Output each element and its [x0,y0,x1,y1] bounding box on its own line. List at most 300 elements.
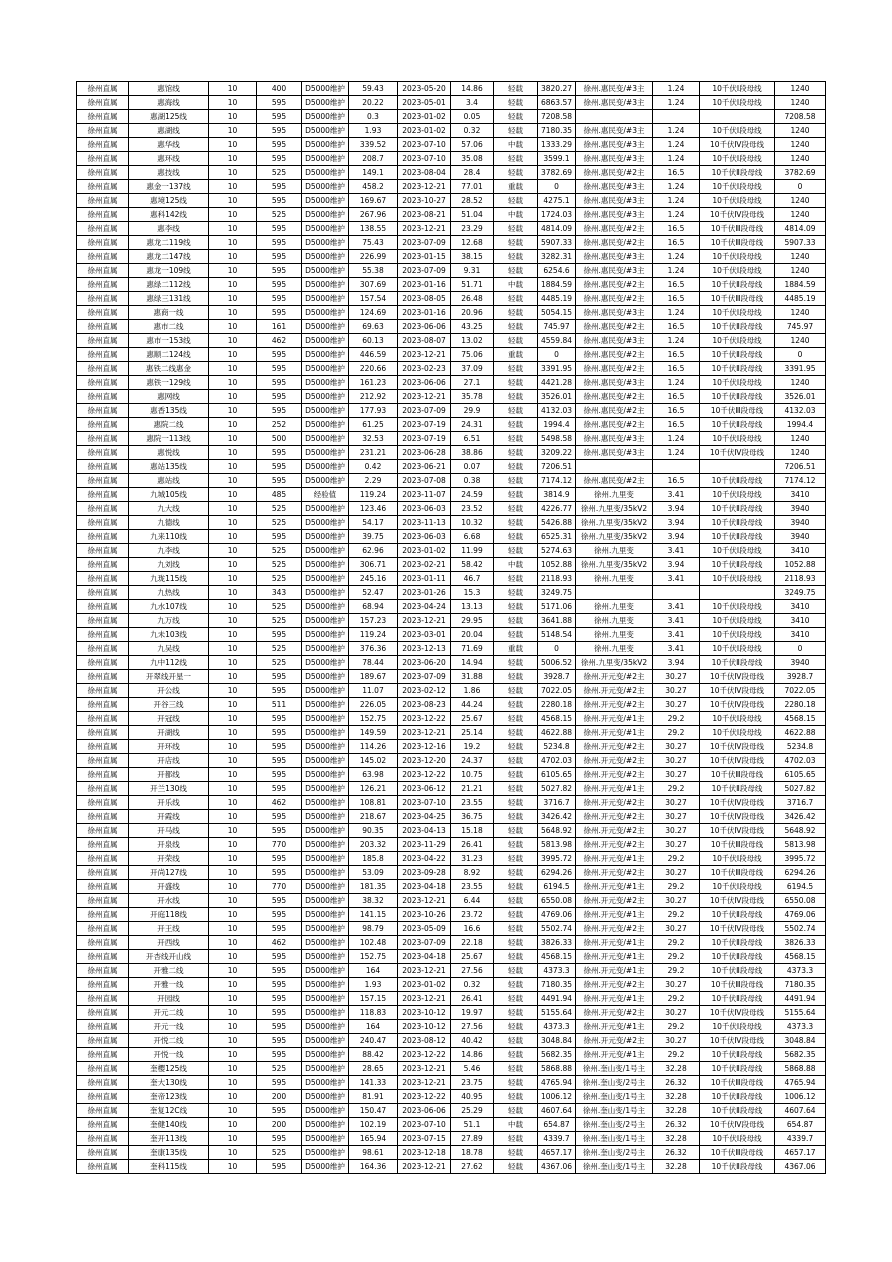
table-row [77,684,826,698]
cell-load-rate: 24.31 [451,418,494,432]
cell-unit: 徐州直属 [77,194,129,208]
cell-voltage: 10 [209,880,257,894]
cell-bus-section: 10千伏Ⅱ段母线 [700,390,775,404]
table-row [77,950,826,964]
cell-line-name: 九大线 [129,502,209,516]
cell-date: 2023-12-21 [398,726,451,740]
cell-capacity: 595 [257,894,302,908]
cell-capacity: 595 [257,194,302,208]
cell-available: 3249.75 [775,586,826,600]
cell-voltage: 10 [209,684,257,698]
cell-transformer-margin: 16.5 [653,222,700,236]
cell-load-level: 轻载 [494,936,538,950]
cell-remaining: 6550.08 [538,894,576,908]
cell-remaining: 3282.31 [538,250,576,264]
cell-voltage: 10 [209,936,257,950]
cell-load-level: 轻载 [494,432,538,446]
cell-load-level: 轻载 [494,1090,538,1104]
cell-capacity: 525 [257,558,302,572]
cell-source: D5000维护 [302,978,349,992]
cell-transformer-margin: 1.24 [653,152,700,166]
cell-transformer-margin: 1.24 [653,264,700,278]
cell-unit: 徐州直属 [77,1118,129,1132]
cell-available: 1884.59 [775,278,826,292]
cell-substation [576,110,653,124]
cell-capacity: 595 [257,1132,302,1146]
cell-unit: 徐州直属 [77,1160,129,1174]
cell-bus-section: 10千伏Ⅳ段母线 [700,446,775,460]
cell-line-name: 开店线 [129,754,209,768]
cell-load-rate: 31.88 [451,670,494,684]
cell-voltage: 10 [209,656,257,670]
cell-source: D5000维护 [302,1076,349,1090]
cell-load: 306.71 [349,558,398,572]
cell-available: 1240 [775,446,826,460]
cell-load-level: 轻载 [494,852,538,866]
cell-remaining: 2280.18 [538,698,576,712]
cell-remaining: 7206.51 [538,460,576,474]
cell-source: D5000维护 [302,222,349,236]
cell-remaining: 5054.15 [538,306,576,320]
cell-load: 124.69 [349,306,398,320]
cell-date: 2023-06-06 [398,1104,451,1118]
cell-load-rate: 11.99 [451,544,494,558]
cell-unit: 徐州直属 [77,96,129,110]
cell-transformer-margin: 3.41 [653,600,700,614]
cell-transformer-margin: 1.24 [653,446,700,460]
cell-substation: 徐州.开元变/#2主 [576,1034,653,1048]
cell-unit: 徐州直属 [77,754,129,768]
cell-available: 1240 [775,376,826,390]
cell-bus-section: 10千伏Ⅳ段母线 [700,1118,775,1132]
cell-unit: 徐州直属 [77,810,129,824]
cell-transformer-margin: 29.2 [653,1020,700,1034]
cell-available: 7208.58 [775,110,826,124]
cell-date: 2023-05-01 [398,96,451,110]
cell-transformer-margin: 30.27 [653,824,700,838]
cell-source: D5000维护 [302,922,349,936]
table-row [77,362,826,376]
cell-load-rate: 31.23 [451,852,494,866]
cell-line-name: 奎科115线 [129,1160,209,1174]
table-row [77,908,826,922]
cell-transformer-margin: 26.32 [653,1076,700,1090]
cell-load-rate: 23.72 [451,908,494,922]
cell-line-name: 开尚127线 [129,866,209,880]
cell-bus-section: 10千伏Ⅲ段母线 [700,292,775,306]
cell-substation: 徐州.惠民变/#3主 [576,334,653,348]
cell-voltage: 10 [209,530,257,544]
cell-voltage: 10 [209,208,257,222]
cell-line-name: 开西线 [129,936,209,950]
cell-substation: 徐州.惠民变/#3主 [576,96,653,110]
cell-date: 2023-07-10 [398,796,451,810]
cell-transformer-margin: 16.5 [653,404,700,418]
table-row [77,1020,826,1034]
cell-substation: 徐州.九里变/35kV2 [576,558,653,572]
cell-remaining: 3826.33 [538,936,576,950]
cell-capacity: 595 [257,978,302,992]
cell-source: D5000维护 [302,936,349,950]
cell-available: 654.87 [775,1118,826,1132]
cell-load-rate: 0.05 [451,110,494,124]
cell-bus-section: 10千伏Ⅰ段母线 [700,1020,775,1034]
cell-remaining: 5502.74 [538,922,576,936]
cell-available: 5234.8 [775,740,826,754]
cell-available: 1240 [775,250,826,264]
cell-bus-section: 10千伏Ⅲ段母线 [700,236,775,250]
cell-bus-section: 10千伏Ⅳ段母线 [700,670,775,684]
table-row [77,838,826,852]
cell-voltage: 10 [209,558,257,572]
cell-bus-section: 10千伏Ⅰ段母线 [700,880,775,894]
table-row [77,810,826,824]
cell-remaining: 4559.84 [538,334,576,348]
cell-load-rate: 14.86 [451,82,494,96]
cell-available: 0 [775,348,826,362]
cell-transformer-margin: 30.27 [653,894,700,908]
table-row [77,208,826,222]
cell-date: 2023-04-24 [398,600,451,614]
cell-load: 169.67 [349,194,398,208]
cell-line-name: 开庭118线 [129,908,209,922]
cell-unit: 徐州直属 [77,516,129,530]
cell-unit: 徐州直属 [77,670,129,684]
cell-line-name: 开元二线 [129,1006,209,1020]
cell-load: 157.23 [349,614,398,628]
cell-bus-section: 10千伏Ⅰ段母线 [700,1132,775,1146]
cell-remaining: 1884.59 [538,278,576,292]
cell-load-level: 轻载 [494,488,538,502]
cell-load-rate: 29.95 [451,614,494,628]
cell-capacity: 525 [257,614,302,628]
cell-load-level: 轻载 [494,1062,538,1076]
cell-transformer-margin: 29.2 [653,950,700,964]
cell-bus-section: 10千伏Ⅰ段母线 [700,488,775,502]
cell-source: D5000维护 [302,292,349,306]
cell-substation: 徐州.惠民变/#3主 [576,306,653,320]
cell-substation: 徐州.惠民变/#2主 [576,362,653,376]
cell-voltage: 10 [209,278,257,292]
cell-load-rate: 75.06 [451,348,494,362]
cell-remaining: 4421.28 [538,376,576,390]
cell-bus-section: 10千伏Ⅱ段母线 [700,558,775,572]
cell-bus-section: 10千伏Ⅱ段母线 [700,782,775,796]
cell-load-rate: 23.52 [451,502,494,516]
cell-voltage: 10 [209,628,257,642]
cell-bus-section: 10千伏Ⅱ段母线 [700,1160,775,1174]
cell-substation: 徐州.九里变 [576,642,653,656]
table-row [77,936,826,950]
cell-capacity: 595 [257,152,302,166]
cell-transformer-margin: 32.28 [653,1062,700,1076]
cell-source: D5000维护 [302,96,349,110]
cell-unit: 徐州直属 [77,922,129,936]
cell-bus-section: 10千伏Ⅱ段母线 [700,362,775,376]
cell-capacity: 595 [257,236,302,250]
cell-date: 2023-01-16 [398,306,451,320]
cell-remaining: 4622.88 [538,726,576,740]
cell-substation [576,460,653,474]
cell-unit: 徐州直属 [77,558,129,572]
cell-line-name: 惠市一153线 [129,334,209,348]
cell-bus-section: 10千伏Ⅲ段母线 [700,404,775,418]
cell-load: 149.1 [349,166,398,180]
cell-remaining: 5868.88 [538,1062,576,1076]
cell-source: D5000维护 [302,614,349,628]
cell-load-rate: 51.1 [451,1118,494,1132]
table-row [77,348,826,362]
cell-available: 1240 [775,194,826,208]
cell-voltage: 10 [209,152,257,166]
cell-line-name: 九未103线 [129,628,209,642]
cell-date: 2023-12-13 [398,642,451,656]
cell-capacity: 595 [257,782,302,796]
cell-bus-section: 10千伏Ⅱ段母线 [700,964,775,978]
cell-substation: 徐州.惠民变/#3主 [576,180,653,194]
cell-capacity: 595 [257,1104,302,1118]
cell-load-level: 轻载 [494,880,538,894]
cell-load: 52.47 [349,586,398,600]
cell-capacity: 595 [257,96,302,110]
cell-load-rate: 38.15 [451,250,494,264]
cell-transformer-margin: 29.2 [653,992,700,1006]
cell-load-level: 轻载 [494,978,538,992]
cell-line-name: 惠市二线 [129,320,209,334]
cell-substation [576,586,653,600]
cell-line-name: 九德线 [129,516,209,530]
cell-unit: 徐州直属 [77,684,129,698]
cell-bus-section [700,460,775,474]
cell-date: 2023-11-29 [398,838,451,852]
cell-source: D5000维护 [302,768,349,782]
cell-source: D5000维护 [302,824,349,838]
cell-source: D5000维护 [302,586,349,600]
cell-available: 1240 [775,82,826,96]
cell-source: D5000维护 [302,1104,349,1118]
cell-unit: 徐州直属 [77,320,129,334]
table-row [77,572,826,586]
cell-available: 1240 [775,138,826,152]
cell-load-level: 轻载 [494,740,538,754]
cell-substation: 徐州.九里变/35kV2 [576,656,653,670]
cell-load-rate: 35.08 [451,152,494,166]
cell-date: 2023-12-21 [398,390,451,404]
cell-load: 177.93 [349,404,398,418]
cell-bus-section: 10千伏Ⅰ段母线 [700,250,775,264]
cell-voltage: 10 [209,1034,257,1048]
cell-transformer-margin: 29.2 [653,1048,700,1062]
cell-unit: 徐州直属 [77,278,129,292]
cell-date: 2023-01-15 [398,250,451,264]
cell-bus-section: 10千伏Ⅰ段母线 [700,726,775,740]
cell-voltage: 10 [209,1006,257,1020]
cell-date: 2023-06-12 [398,782,451,796]
cell-line-name: 奎樱125线 [129,1062,209,1076]
cell-load-rate: 35.78 [451,390,494,404]
cell-source: D5000维护 [302,82,349,96]
cell-bus-section: 10千伏Ⅳ段母线 [700,824,775,838]
cell-date: 2023-12-22 [398,1048,451,1062]
cell-line-name: 惠网线 [129,390,209,404]
cell-line-name: 开泉线 [129,838,209,852]
cell-substation: 徐州.开元变/#1主 [576,1048,653,1062]
cell-capacity: 161 [257,320,302,334]
cell-transformer-margin: 30.27 [653,978,700,992]
cell-voltage: 10 [209,264,257,278]
cell-capacity: 485 [257,488,302,502]
cell-load-level: 轻载 [494,530,538,544]
cell-remaining: 1724.03 [538,208,576,222]
cell-unit: 徐州直属 [77,208,129,222]
cell-load: 62.96 [349,544,398,558]
cell-transformer-margin: 1.24 [653,250,700,264]
cell-date: 2023-08-12 [398,1034,451,1048]
cell-load-rate: 10.32 [451,516,494,530]
cell-voltage: 10 [209,180,257,194]
cell-load-rate: 77.01 [451,180,494,194]
cell-load-level: 轻载 [494,376,538,390]
cell-bus-section: 10千伏Ⅰ段母线 [700,712,775,726]
cell-load-rate: 28.52 [451,194,494,208]
cell-available: 7022.05 [775,684,826,698]
cell-bus-section: 10千伏Ⅰ段母线 [700,306,775,320]
cell-voltage: 10 [209,488,257,502]
cell-load: 90.35 [349,824,398,838]
cell-remaining: 5148.54 [538,628,576,642]
cell-date: 2023-12-21 [398,964,451,978]
cell-load-rate: 26.41 [451,992,494,1006]
cell-available: 4568.15 [775,712,826,726]
cell-load: 150.47 [349,1104,398,1118]
cell-line-name: 九来110线 [129,530,209,544]
cell-substation: 徐州.惠民变/#2主 [576,404,653,418]
cell-voltage: 10 [209,642,257,656]
table-row [77,1006,826,1020]
cell-load-level: 轻载 [494,96,538,110]
cell-capacity: 595 [257,810,302,824]
cell-available: 3782.69 [775,166,826,180]
cell-source: D5000维护 [302,516,349,530]
cell-unit: 徐州直属 [77,1062,129,1076]
table-row [77,124,826,138]
cell-load-level: 轻载 [494,768,538,782]
cell-line-name: 惠科142线 [129,208,209,222]
cell-source: D5000维护 [302,334,349,348]
cell-remaining: 7022.05 [538,684,576,698]
table-row [77,670,826,684]
cell-available: 4132.03 [775,404,826,418]
table-row [77,320,826,334]
cell-transformer-margin: 1.24 [653,208,700,222]
cell-load-level: 轻载 [494,124,538,138]
cell-voltage: 10 [209,432,257,446]
cell-load-level: 轻载 [494,572,538,586]
cell-source: D5000维护 [302,474,349,488]
cell-capacity: 595 [257,1160,302,1174]
cell-bus-section: 10千伏Ⅱ段母线 [700,530,775,544]
table-row [77,866,826,880]
cell-date: 2023-04-18 [398,880,451,894]
cell-load-rate: 9.31 [451,264,494,278]
cell-source: D5000维护 [302,180,349,194]
table-row [77,824,826,838]
cell-capacity: 595 [257,1020,302,1034]
cell-unit: 徐州直属 [77,446,129,460]
cell-remaining: 4607.64 [538,1104,576,1118]
cell-remaining: 4339.7 [538,1132,576,1146]
cell-date: 2023-06-20 [398,656,451,670]
cell-line-name: 开王线 [129,922,209,936]
cell-remaining: 1994.4 [538,418,576,432]
cell-load-level: 轻载 [494,656,538,670]
cell-load-level: 重载 [494,348,538,362]
cell-line-name: 开谷三线 [129,698,209,712]
cell-available: 5155.64 [775,1006,826,1020]
cell-load-level: 轻载 [494,894,538,908]
cell-bus-section: 10千伏Ⅰ段母线 [700,852,775,866]
cell-bus-section: 10千伏Ⅰ段母线 [700,572,775,586]
cell-unit: 徐州直属 [77,376,129,390]
cell-load-level: 轻载 [494,964,538,978]
cell-substation: 徐州.开元变/#1主 [576,908,653,922]
table-row [77,474,826,488]
table-row [77,656,826,670]
cell-voltage: 10 [209,614,257,628]
cell-date: 2023-07-08 [398,474,451,488]
cell-load-level: 轻载 [494,320,538,334]
cell-unit: 徐州直属 [77,768,129,782]
cell-substation: 徐州.奎山变/2号主 [576,1076,653,1090]
cell-available: 1994.4 [775,418,826,432]
cell-transformer-margin: 3.94 [653,516,700,530]
cell-substation: 徐州.九里变/35kV2 [576,530,653,544]
cell-unit: 徐州直属 [77,782,129,796]
cell-voltage: 10 [209,712,257,726]
cell-line-name: 惠龙一109线 [129,264,209,278]
cell-voltage: 10 [209,124,257,138]
cell-remaining: 4373.3 [538,964,576,978]
cell-transformer-margin: 1.24 [653,82,700,96]
cell-line-name: 惠金一137线 [129,180,209,194]
cell-voltage: 10 [209,1104,257,1118]
cell-voltage: 10 [209,1076,257,1090]
cell-voltage: 10 [209,376,257,390]
cell-voltage: 10 [209,236,257,250]
cell-capacity: 595 [257,628,302,642]
cell-bus-section: 10千伏Ⅱ段母线 [700,1048,775,1062]
cell-capacity: 595 [257,922,302,936]
cell-available: 3410 [775,488,826,502]
cell-source: D5000维护 [302,726,349,740]
cell-date: 2023-12-21 [398,348,451,362]
cell-load-rate: 37.09 [451,362,494,376]
cell-bus-section: 10千伏Ⅰ段母线 [700,642,775,656]
cell-load-rate: 24.37 [451,754,494,768]
cell-substation: 徐州.开元变/#1主 [576,712,653,726]
cell-transformer-margin: 1.24 [653,334,700,348]
cell-line-name: 奎健140线 [129,1118,209,1132]
cell-available: 5868.88 [775,1062,826,1076]
cell-load-rate: 40.42 [451,1034,494,1048]
cell-load-level: 轻载 [494,614,538,628]
cell-line-name: 九中112线 [129,656,209,670]
cell-voltage: 10 [209,852,257,866]
cell-load: 75.43 [349,236,398,250]
cell-line-name: 惠龙二119线 [129,236,209,250]
table-row [77,852,826,866]
cell-substation: 徐州.开元变/#1主 [576,992,653,1006]
